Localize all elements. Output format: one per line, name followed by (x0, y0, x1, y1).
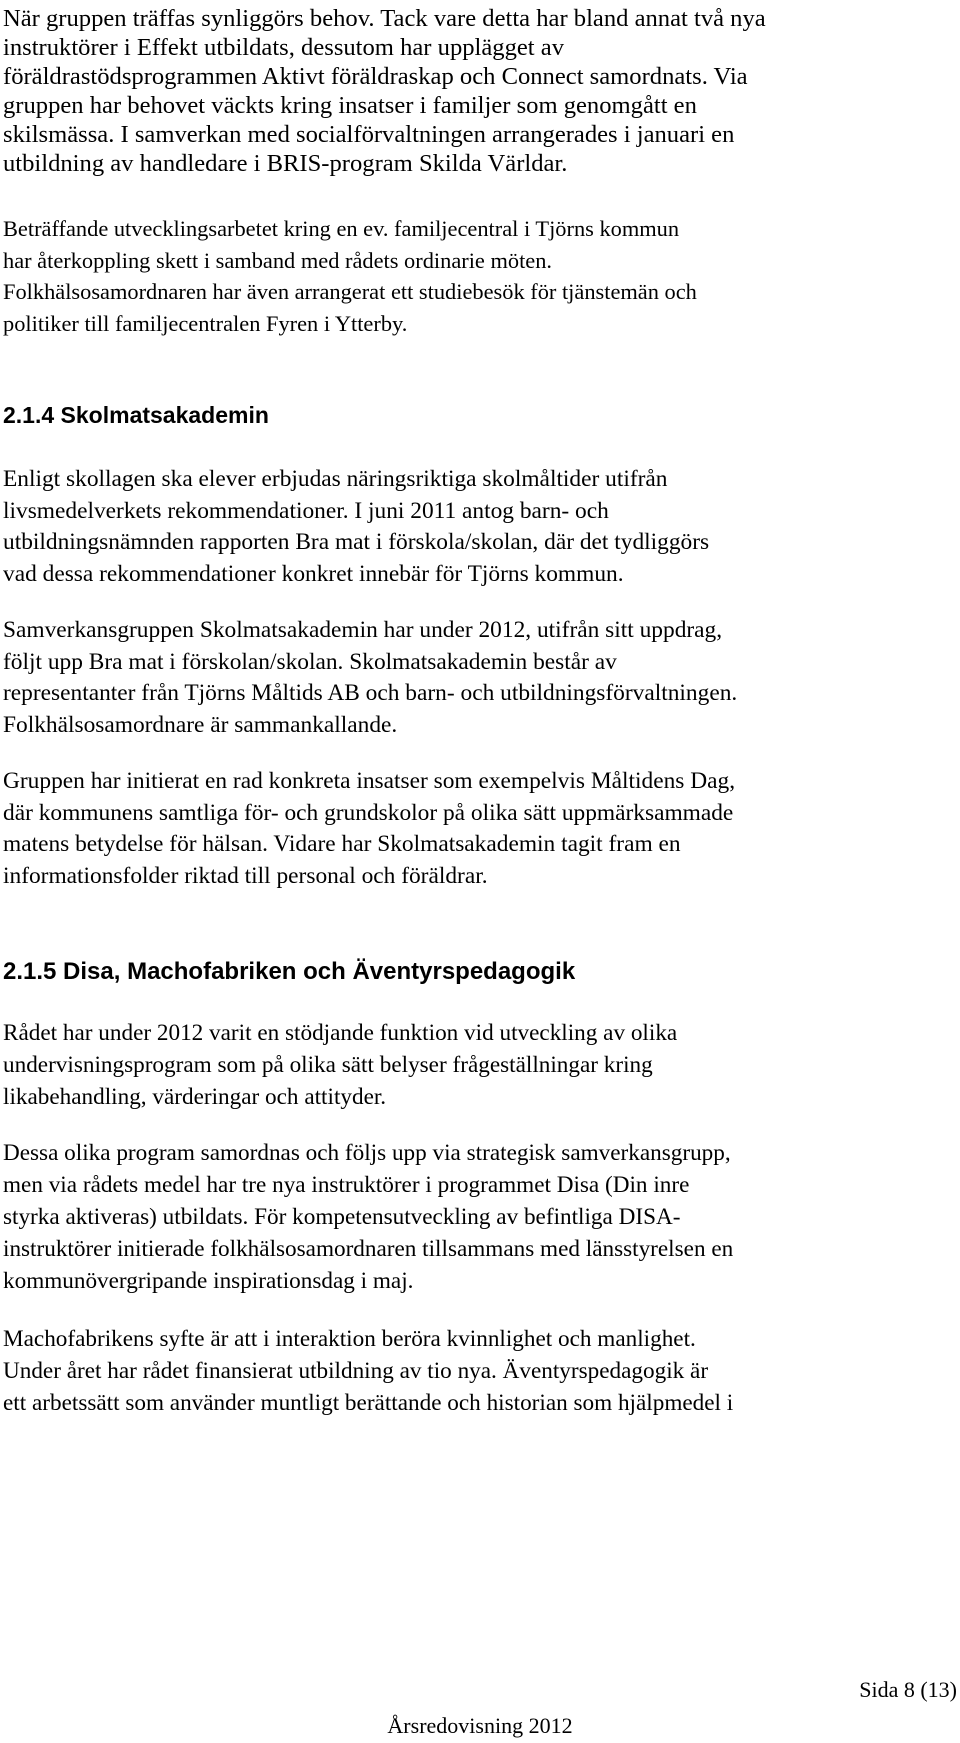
text-line: gruppen har behovet väckts kring insatser i familjer som genomgått en (3, 92, 697, 119)
text-line: föräldrastödsprogrammen Aktivt föräldraskap och Connect samordnats. Via (3, 63, 748, 90)
text-line: vad dessa rekommendationer konkret innebär för Tjörns kommun. (3, 560, 624, 587)
text-line: undervisningsprogram som på olika sätt belyser frågeställningar kring (3, 1052, 653, 1078)
section-heading-disa-machofabriken: 2.1.5 Disa, Machofabriken och Äventyrspedagogik (3, 958, 576, 985)
text-line: Rådet har under 2012 varit en stödjande funktion vid utveckling av olika (3, 1020, 678, 1046)
text-line: har återkoppling skett i samband med rådets ordinarie möten. (3, 247, 553, 273)
text-line: instruktörer i Effekt utbildats, dessutom har upplägget av (3, 34, 564, 61)
text-line: ett arbetssätt som använder muntligt berättande och historian som hjälpmedel i (3, 1390, 734, 1416)
text-line: Folkhälsosamordnaren har även arrangerat ett studiebesök för tjänstemän och (3, 279, 697, 305)
text-line: matens betydelse för hälsan. Vidare har Skolmatsakademin tagit fram en (3, 831, 681, 857)
page-number: Sida 8 (13) (859, 1677, 957, 1702)
paragraph-school-law (3, 464, 957, 590)
text-line: livsmedelverkets rekommendationer. I juni 2011 antog barn- och (3, 497, 609, 524)
text-line: informationsfolder riktad till personal och föräldrar. (3, 862, 488, 889)
report-title: Årsredovisning 2012 (387, 1713, 573, 1738)
text-line: När gruppen träffas synliggörs behov. Tack vare detta har bland annat två nya (3, 5, 766, 32)
text-line: Enligt skollagen ska elever erbjudas näringsriktiga skolmåltider utifrån (3, 466, 668, 492)
text-line: Folkhälsosamordnare är sammankallande. (3, 711, 398, 738)
text-line: kommunövergripande inspirationsdag i maj. (3, 1268, 414, 1294)
paragraph-council-support (3, 1017, 957, 1113)
section-heading-skolmatsakademin: 2.1.4 Skolmatsakademin (3, 402, 269, 428)
text-line: likabehandling, värderingar och attityder. (3, 1084, 387, 1110)
text-line: skilsmässa. I samverkan med socialförvaltningen arrangerades i januari en (3, 121, 735, 148)
paragraph-collaboration-group (3, 615, 957, 741)
text-line: Under året har rådet finansierat utbildning av tio nya. Äventyrspedagogik är (3, 1358, 709, 1384)
text-line: styrka aktiveras) utbildats. För kompetensutveckling av befintliga DISA- (3, 1204, 681, 1230)
text-line: utbildning av handledare i BRIS-program Skilda Världar. (3, 150, 568, 177)
paragraph-parent-groups (3, 4, 957, 178)
text-line: men via rådets medel har tre nya instruktörer i programmet Disa (Din inre (3, 1172, 690, 1198)
text-line: följt upp Bra mat i förskolan/skolan. Skolmatsakademin består av (3, 648, 617, 675)
text-line: utbildningsnämnden rapporten Bra mat i förskola/skolan, där det tydliggörs (3, 529, 710, 555)
text-line: instruktörer initierade folkhälsosamordnaren tillsammans med länsstyrelsen en (3, 1236, 734, 1262)
text-line: där kommunens samtliga för- och grundskolor på olika sätt uppmärksammade (3, 799, 734, 826)
paragraph-group-initiatives (3, 766, 957, 892)
text-line: Dessa olika program samordnas och följs upp via strategisk samverkansgrupp, (3, 1140, 731, 1166)
text-line: Samverkansgruppen Skolmatsakademin har under 2012, utifrån sitt uppdrag, (3, 617, 723, 643)
paragraph-programs-coordination (3, 1137, 957, 1297)
text-line: politiker till familjecentralen Fyren i Ytterby. (3, 310, 408, 336)
text-line: Gruppen har initierat en rad konkreta insatser som exempelvis Måltidens Dag, (3, 768, 736, 794)
text-line: Machofabrikens syfte är att i interaktion beröra kvinnlighet och manlighet. (3, 1326, 696, 1352)
text-line: Beträffande utvecklingsarbetet kring en ev. familjecentral i Tjörns kommun (3, 216, 680, 241)
paragraph-family-center (3, 213, 957, 339)
paragraph-machofabriken (3, 1323, 957, 1419)
text-line: representanter från Tjörns Måltids AB och barn- och utbildningsförvaltningen. (3, 680, 738, 706)
